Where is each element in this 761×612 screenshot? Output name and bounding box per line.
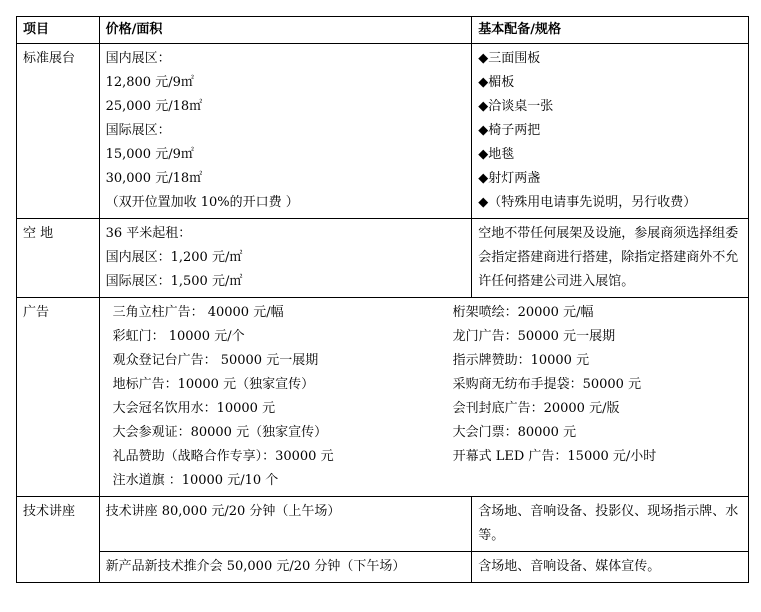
equipment-line: ◆地毯 — [478, 147, 515, 162]
table-row-standard-booth — [17, 44, 749, 219]
equipment-line: ◆楣板 — [478, 75, 515, 90]
row-label: 空 地 — [17, 219, 100, 298]
equipment-line: ◆三面围板 — [478, 51, 541, 66]
ad-line: 桁架喷绘：20000 元/幅 — [452, 305, 594, 320]
advertising-grid — [106, 301, 742, 493]
table-header-row — [17, 17, 749, 44]
seminar-spec: 含场地、音响设备、投影仪、现场指示牌、水等。 — [472, 497, 749, 552]
ad-line: 观众登记台广告： 50000 元一展期 — [112, 353, 319, 368]
price-line: 12,800 元/9㎡ — [105, 75, 194, 90]
equipment-line: ◆洽谈桌一张 — [478, 99, 554, 114]
row-label: 技术讲座 — [17, 497, 100, 583]
row-label: 标准展台 — [17, 44, 100, 219]
standard-booth-equipment — [472, 44, 749, 219]
raw-space-prices — [99, 219, 472, 298]
price-line: 36 平米起租： — [105, 226, 192, 241]
advertising-prices — [99, 298, 748, 497]
table-row-tech-seminar — [17, 497, 749, 552]
ad-line: 采购商无纺布手提袋：50000 元 — [452, 377, 642, 392]
price-table — [16, 16, 749, 583]
ad-line: 彩虹门： 10000 元/个 — [112, 329, 245, 344]
price-line: 国际展区： — [105, 123, 171, 138]
advertising-right-column — [453, 301, 742, 493]
price-line: 15,000 元/9㎡ — [105, 147, 194, 162]
ad-line: 三角立柱广告： 40000 元/幅 — [112, 305, 284, 320]
ad-line: 开幕式 LED 广告：15000 元/小时 — [452, 449, 657, 464]
price-line: 国内展区： — [105, 51, 171, 66]
equipment-line: ◆（特殊用电请事先说明，另行收费） — [478, 195, 697, 210]
price-line: 30,000 元/18㎡ — [105, 171, 203, 186]
ad-line: 指示牌赞助：10000 元 — [452, 353, 590, 368]
ad-line: 地标广告：10000 元（独家宣传） — [112, 377, 315, 392]
note-text: 空地不带任何展架及设施，参展商须选择组委会指定搭建商进行搭建，除指定搭建商外不允许任何搭建公司进入展馆。 — [478, 226, 739, 289]
ad-line: 龙门广告：50000 元一展期 — [452, 329, 616, 344]
price-line: 25,000 元/18㎡ — [105, 99, 203, 114]
standard-booth-prices — [99, 44, 472, 219]
ad-line: 大会门票：80000 元 — [452, 425, 577, 440]
equipment-line: ◆射灯两盏 — [478, 171, 541, 186]
header-item: 项目 — [17, 17, 100, 44]
header-price-area: 价格/面积 — [99, 17, 472, 44]
price-line: （双开位置加收 10%的开口费 ） — [105, 195, 299, 210]
seminar-price: 技术讲座 80,000 元/20 分钟（上午场） — [99, 497, 472, 552]
seminar-spec: 含场地、音响设备、媒体宣传。 — [472, 552, 749, 583]
price-line: 国内展区：1,200 元/㎡ — [105, 250, 243, 265]
ad-line: 礼品赞助（战略合作专享）：30000 元 — [112, 449, 334, 464]
advertising-left-column — [106, 301, 453, 493]
ad-line: 大会参观证：80000 元（独家宣传） — [112, 425, 328, 440]
header-equipment: 基本配备/规格 — [472, 17, 749, 44]
ad-line: 注水道旗 ：10000 元/10 个 — [112, 473, 279, 488]
table-row-product-launch — [17, 552, 749, 583]
seminar-price: 新产品新技术推介会 50,000 元/20 分钟（下午场） — [99, 552, 472, 583]
equipment-line: ◆椅子两把 — [478, 123, 541, 138]
ad-line: 大会冠名饮用水：10000 元 — [112, 401, 276, 416]
raw-space-note — [472, 219, 749, 298]
table-row-raw-space — [17, 219, 749, 298]
ad-line: 会刊封底广告：20000 元/版 — [452, 401, 620, 416]
row-label: 广告 — [17, 298, 100, 497]
table-row-advertising — [17, 298, 749, 497]
price-line: 国际展区：1,500 元/㎡ — [105, 274, 243, 289]
